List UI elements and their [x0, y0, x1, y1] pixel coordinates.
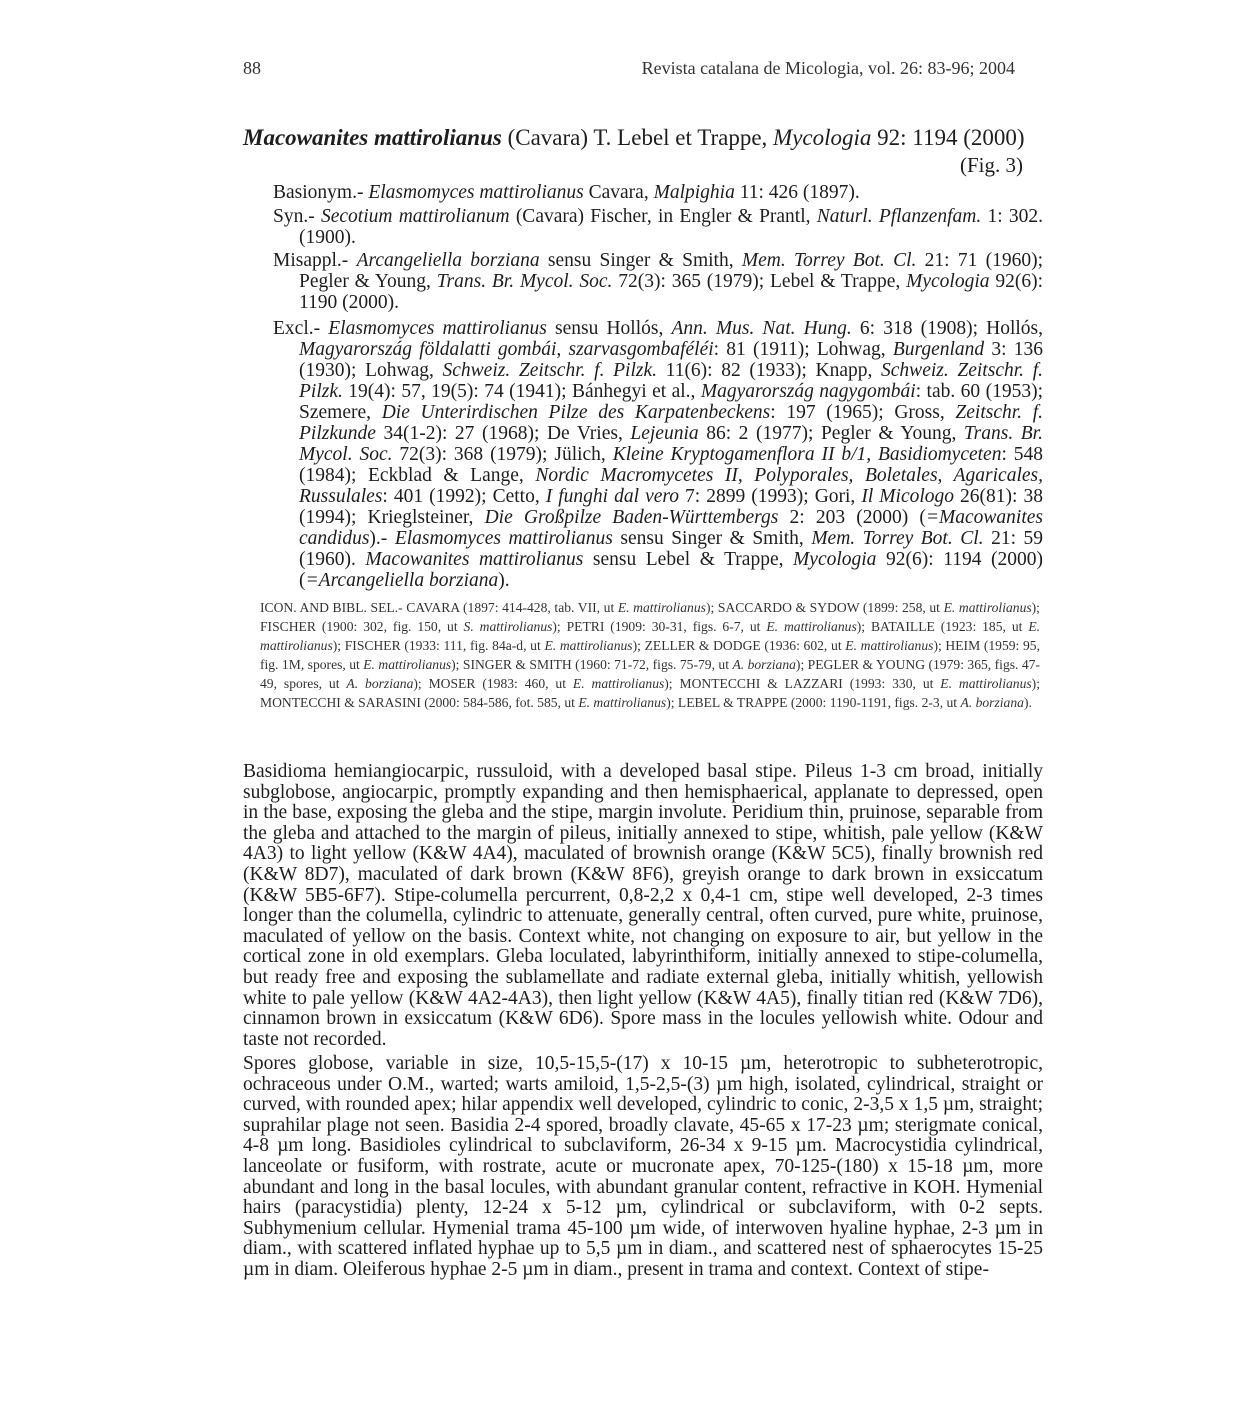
citation-text: sensu Singer & Smith, [612, 528, 812, 549]
citation-text: CAVARA (1897: 414-428, tab. VII, ut [402, 600, 618, 615]
citation-title: E. mattirolianus [943, 600, 1032, 615]
description-paragraph: Spores globose, variable in size, 10,5-15,5-(17) x 10-15 µm, heterotropic to subheterotropic, ochraceous under O.M., warted; warts amiloid, 1,5-2,5-(3) µm high, isolated, cylindrical, straight or curved, with rounded apex; hilar appendix well developed, cylindric to conic, 2-3,5 x 1,5 µm, straight; suprahilar plage not seen. Basidia 2-4 spored, broadly clavate, 45-65 x 17-23 µm; sterigmate conical, 4-8 µm long. Basidioles cylindrical to subclaviform, 26-34 x 9-15 µm. Macrocystidia cylindrical, lanceolate or fusiform, with rostrate, acute or mucronate apex, 70-125-(180) x 15-18 µm, more abundant and long in the basal locules, with abundant granular content, refractive in KOH. Hymenial hairs (paracystidia) plenty, 12-24 x 5-12 µm, cylindrical or subclaviform, with 0-2 septs. Subhymenium cellular. Hymenial trama 45-100 µm wide, of interwoven hyaline hyphae, 2-3 µm in diam., with scattered inflated hyphae up to 5,5 µm in diam., and scattered nest of sphaerocytes 15-25 µm in diam. Oleiferous hyphae 2-5 µm in diam., present in trama and context. Context of stipe- [243, 1053, 1043, 1280]
citation-text: 86: 2 (1977); Pegler & Young, [698, 423, 964, 444]
citation-title: E. mattirolianus [940, 676, 1032, 691]
syn-author: (Cavara) Fischer, in Engler & Prantl, [515, 206, 811, 227]
citation-text: ).- [369, 528, 395, 549]
species-citation: 92: 1194 (2000) [877, 125, 1025, 150]
species-heading [243, 124, 1033, 152]
basionym-entry [273, 182, 1043, 203]
description-microscopic [243, 1054, 1043, 1281]
synonym-entry [273, 206, 1043, 248]
syn-name: Secotium mattirolianum [320, 206, 510, 227]
running-header: Revista catalana de Micologia, vol. 26: 83-96; 2004 [641, 58, 1015, 78]
citation-title: Trans. Br. Mycol. Soc. [299, 423, 1043, 465]
citation-text: sensu Lebel & Trappe, [583, 549, 794, 570]
citation-title: E. mattirolianus [544, 638, 633, 653]
citation-title: Elasmomyces mattirolianus [394, 528, 613, 549]
citation-title: E. mattirolianus [572, 676, 665, 691]
citation-text: 3: 136 (1930); Lohwag, [299, 339, 1043, 381]
citation-text: ); MOSER (1983: 460, ut [413, 676, 573, 691]
citation-title: Magyarország nagygombái [700, 381, 916, 402]
citation-title: Die Großpilze Baden-Württembergs [484, 507, 779, 528]
citation-title: Mem. Torrey Bot. Cl. [811, 528, 984, 549]
citation-text: 21: 59 (1960). [299, 528, 1043, 570]
citation-text: ); BATAILLE (1923: 185, ut [856, 619, 1029, 634]
citation-text: ); PEGLER & YOUNG (1979: 365, figs. 47-49, spores, ut [260, 657, 1040, 691]
citation-text: 92(6): 1194 (2000) ( [299, 549, 1044, 591]
citation-title: Kleine Kryptogamenflora II b/1, Basidiomyceten [612, 444, 1002, 465]
citation-title: Il Micologo [861, 486, 955, 507]
syn-ref: 1: 302. (1900). [299, 206, 1043, 248]
misappl-journal: Mem. Torrey Bot. Cl. [741, 250, 917, 271]
citation-title: E. mattirolianus [845, 638, 934, 653]
citation-title: =Macowanites candidus [299, 507, 1043, 549]
basionym-ref: 11: 426 (1897). [739, 182, 860, 203]
citation-text: ); FISCHER (1900: 302, fig. 150, ut [260, 600, 1040, 634]
basionym-journal: Malpighia [653, 182, 735, 203]
citation-title: A. borziana [960, 695, 1024, 710]
citation-title: Magyarország földalatti gombái, szarvasgombaféléi [299, 339, 714, 360]
citation-text: : 197 (1965); Gross, [770, 402, 956, 423]
citation-text: 19(4): 57, 19(5): 74 (1941); Bánhegyi et al., [342, 381, 701, 402]
citation-text: ); SACCARDO & SYDOW (1899: 258, ut [705, 600, 944, 615]
citation-text: sensu Hollós, [546, 318, 672, 339]
basionym-name: Elasmomyces mattirolianus [368, 182, 584, 203]
citation-title: =Arcangeliella borziana [305, 570, 499, 591]
citation-text: : 401 (1992); Cetto, [382, 486, 546, 507]
citation-text: 72(3): 368 (1979); Jülich, [392, 444, 613, 465]
species-journal: Mycologia [773, 125, 872, 150]
citation-text: ); SINGER & SMITH (1960: 71-72, figs. 75-79, ut [451, 657, 733, 672]
icon-bibl-label: ICON. AND BIBL. SEL.- [260, 600, 403, 615]
citation-text: : 548 (1984); Eckblad & Lange, [299, 444, 1044, 486]
citation-title: Lejeunia [630, 423, 699, 444]
citation-text: ); ZELLER & DODGE (1936: 602, ut [632, 638, 846, 653]
misappl-text: 92(6): 1190 (2000). [299, 271, 1043, 313]
citation-text: : 81 (1911); Lohwag, [713, 339, 893, 360]
misappl-journal: Trans. Br. Mycol. Soc. [436, 271, 613, 292]
citation-title: Burgenland [892, 339, 985, 360]
icon-bibl-citations [260, 600, 1040, 710]
misapplied-entry [273, 250, 1043, 313]
citation-text: ); FISCHER (1933: 111, fig. 84a-d, ut [332, 638, 545, 653]
syn-journal: Naturl. Pflanzenfam. [816, 206, 982, 227]
excl-label: Excl.- [273, 318, 321, 339]
description-paragraph: Basidioma hemiangiocarpic, russuloid, with a developed basal stipe. Pileus 1-3 cm broad, initially subglobose, angiocarpic, promptly expanding and then hemisphaerical, applanate to depressed, open in the base, exposing the gleba and the stipe, margin involute. Peridium thin, pruinose, separable from the gleba and attached to the margin of pileus, initially annexed to stipe, whitish, pale yellow (K&W 4A3) to light yellow (K&W 4A4), maculated of brownish orange (K&W 5C5), finally brownish red (K&W 8D7), maculated of dark brown (K&W 8F6), greyish orange to dark brown in exsiccatum (K&W 5B5-6F7). Stipe-columella percurrent, 0,8-2,2 x 0,4-1 cm, stipe well developed, 2-3 times longer than the columella, cylindric to attenuate, generally central, often curved, pure white, pruinose, maculated of yellow on the basis. Context white, not changing on exposure to air, but yellow in the cortical zone in old exemplars. Gleba loculated, labyrinthiform, initially annexed to stipe-columella, but ready free and exposing the sublamellate and radiate external gleba, initially whitish, yellowish white to pale yellow (K&W 4A2-4A3), then light yellow (K&W 4A5), finally titian red (K&W 7D6), cinnamon brown in exsiccatum (K&W 6D6). Spore mass in the locules yellowish white. Odour and taste not recorded. [243, 761, 1043, 1050]
page-number: 88 [243, 58, 261, 78]
citation-text: ). [498, 570, 510, 591]
citation-title: E. mattirolianus [766, 619, 857, 634]
citation-title: Zeitschr. f. Pilzkunde [299, 402, 1044, 444]
excluded-citations [299, 318, 1043, 591]
citation-text: : tab. 60 (1953); Szemere, [299, 381, 1043, 423]
basionym-label: Basionym.- [273, 182, 364, 203]
species-authority: (Cavara) T. Lebel et Trappe, [507, 125, 768, 150]
citation-text: 2: 203 (2000) ( [778, 507, 926, 528]
citation-title: I funghi dal vero [545, 486, 679, 507]
citation-text: 26(81): 38 (1994); Krieglsteiner, [299, 486, 1043, 528]
iconography-bibliography [260, 598, 1040, 712]
citation-title: Elasmomyces mattirolianus [328, 318, 547, 339]
citation-text: ); LEBEL & TRAPPE (2000: 1190-1191, figs. 2-3, ut [666, 695, 961, 710]
citation-title: Schweiz. Zeitschr. f. Pilzk. [299, 360, 1043, 402]
citation-title: A. borziana [346, 676, 414, 691]
citation-text: 34(1-2): 27 (1968); De Vries, [375, 423, 631, 444]
citation-text: 6: 318 (1908); Hollós, [851, 318, 1043, 339]
citation-title: E. mattirolianus [578, 695, 667, 710]
misappl-text: sensu Singer & Smith, [547, 250, 734, 271]
citation-text: 7: 2899 (1993); Gori, [679, 486, 862, 507]
citation-title: E. mattirolianus [617, 600, 706, 615]
misappl-journal: Mycologia [906, 271, 990, 292]
species-name: Macowanites mattirolianus [243, 125, 502, 150]
citation-title: A. borziana [732, 657, 796, 672]
citation-title: E. mattirolianus [363, 657, 452, 672]
citation-text: 11(6): 82 (1933); Knapp, [657, 360, 882, 381]
citation-text: ); MONTECCHI & LAZZARI (1993: 330, ut [664, 676, 941, 691]
citation-text: ); MONTECCHI & SARASINI (2000: 584-586, fot. 585, ut [260, 676, 1040, 710]
citation-title: S. mattirolianus [463, 619, 553, 634]
citation-title: Nordic Macromycetes II, Polyporales, Boletales, Agaricales, Russulales [299, 465, 1043, 507]
figure-reference: (Fig. 3) [960, 153, 1023, 177]
citation-title: Macowanites mattirolianus [365, 549, 584, 570]
citation-text: ); HEIM (1959: 95, fig. 1M, spores, ut [260, 638, 1041, 672]
citation-text: ). [1023, 695, 1032, 710]
misappl-text: 72(3): 365 (1979); Lebel & Trappe, [618, 271, 901, 292]
citation-text: ); PETRI (1909: 30-31, figs. 6-7, ut [552, 619, 767, 634]
misappl-name: Arcangeliella borziana [356, 250, 540, 271]
excluded-entry [273, 318, 1043, 591]
citation-title: Die Unterirdischen Pilze des Karpatenbeckens [381, 402, 771, 423]
citation-title: Schweiz. Zeitschr. f. Pilzk. [442, 360, 657, 381]
citation-title: E. mattirolianus [260, 619, 1041, 653]
description-macroscopic [243, 762, 1043, 1050]
basionym-author: Cavara, [588, 182, 649, 203]
syn-label: Syn.- [273, 206, 315, 227]
misappl-label: Misappl.- [273, 250, 349, 271]
citation-title: Mycologia [793, 549, 877, 570]
misappl-text: 21: 71 (1960); Pegler & Young, [299, 250, 1044, 292]
citation-title: Ann. Mus. Nat. Hung. [671, 318, 852, 339]
